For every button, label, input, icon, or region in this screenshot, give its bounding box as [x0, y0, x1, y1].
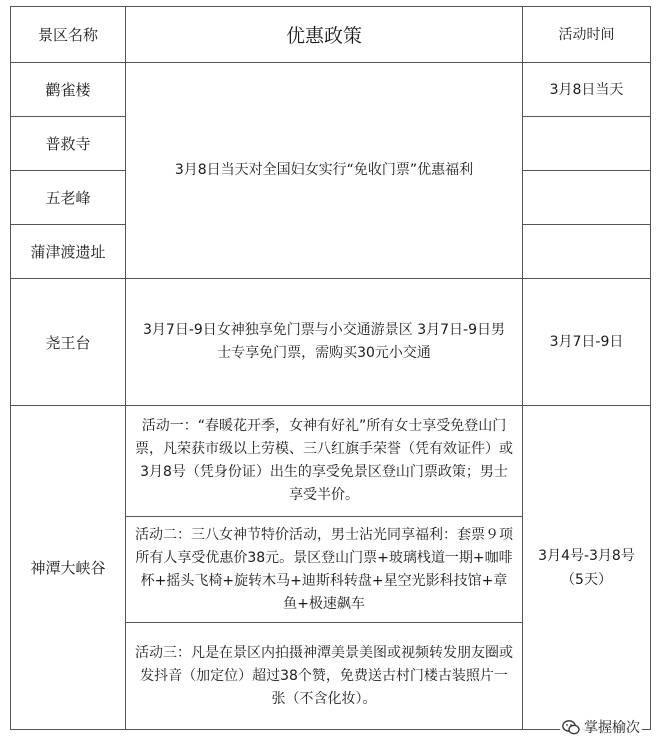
policy-cell: 3月8日当天对全国妇女实行“免收门票”优惠福利 — [126, 63, 523, 279]
header-policy: 优惠政策 — [126, 7, 523, 63]
site-name: 五老峰 — [11, 171, 126, 225]
watermark-text: 掌握榆次 — [584, 720, 640, 736]
wechat-icon — [562, 720, 580, 735]
time-cell — [523, 171, 651, 225]
table-row — [11, 279, 651, 406]
site-name: 鹳雀楼 — [11, 63, 126, 117]
time-cell: 3月7日-9日 — [523, 279, 651, 406]
activity-cell: 活动二：三八女神节特价活动，男士沾光同享福利：套票９项所有人享受优惠价38元。景区登山门票+玻璃栈道一期+咖啡杯+摇头飞椅+旋转木马+迪斯科转盘+星空光影科技馆+章鱼+极速飙车 — [126, 517, 523, 623]
time-cell — [523, 406, 651, 730]
time-line: （5天） — [561, 571, 612, 588]
site-name: 神潭大峡谷 — [11, 406, 126, 730]
watermark — [560, 716, 642, 738]
table-row — [11, 63, 651, 117]
table-row — [11, 406, 651, 517]
header-site: 景区名称 — [11, 7, 126, 63]
header-time: 活动时间 — [523, 7, 651, 63]
time-cell — [523, 225, 651, 279]
site-name: 尧王台 — [11, 279, 126, 406]
activity-cell: 活动一：“春暖花开季，女神有好礼”所有女士享受免登山门票，凡荣获市级以上劳模、三八红旗手荣誉（凭有效证件）或3月8号（凭身份证）出生的享受免景区登山门票政策；男士享受半价。 — [126, 406, 523, 517]
site-name: 普救寺 — [11, 117, 126, 171]
policy-table — [10, 6, 651, 730]
time-line: 3月4号-3月8号 — [538, 547, 635, 564]
activity-cell: 活动三：凡是在景区内拍摄神潭美景美图或视频转发朋友圈或发抖音（加定位）超过38个赞，免费送古村门楼古装照片一张（不含化妆）。 — [126, 623, 523, 730]
site-name: 蒲津渡遗址 — [11, 225, 126, 279]
time-cell — [523, 117, 651, 171]
time-cell: 3月8日当天 — [523, 63, 651, 117]
header-row — [11, 7, 651, 63]
policy-cell: 3月7日-9日女神独享免门票与小交通游景区 3月7日-9日男士专享免门票，需购买30元小交通 — [126, 279, 523, 406]
